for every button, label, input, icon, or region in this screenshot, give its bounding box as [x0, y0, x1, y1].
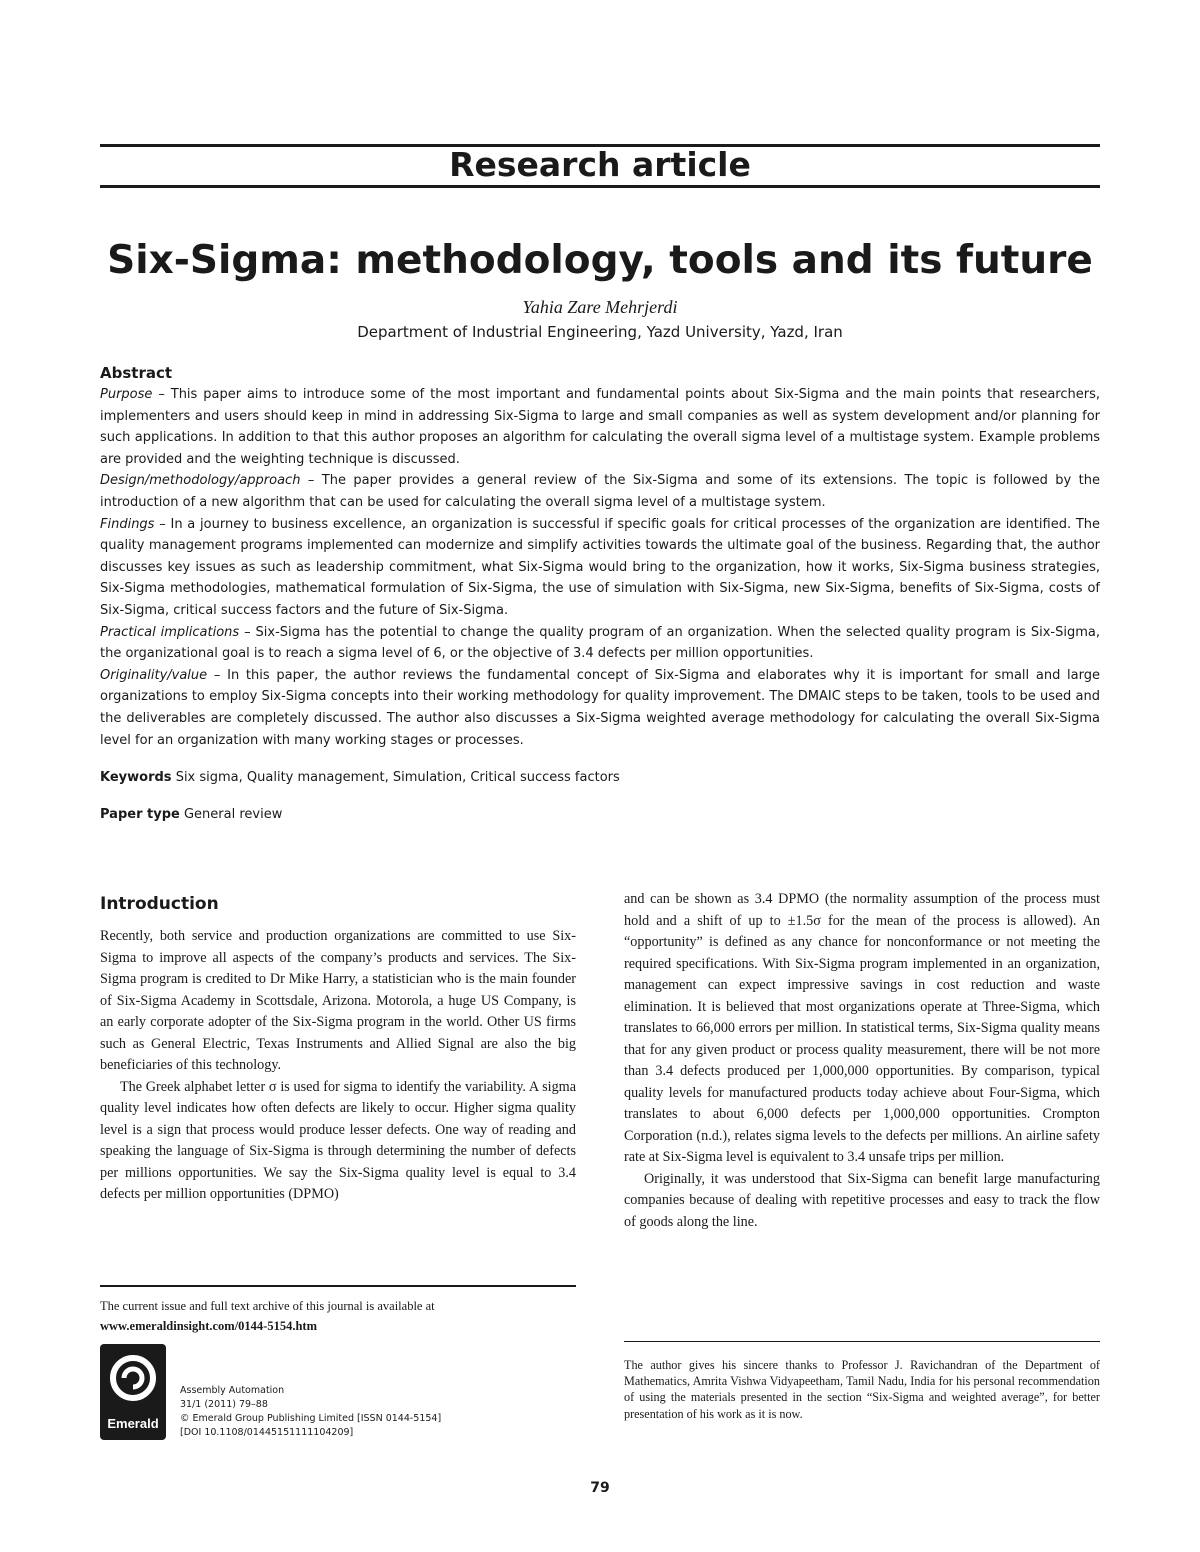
keywords-label: Keywords: [100, 770, 172, 785]
abstract-label: Findings: [100, 516, 155, 532]
abstract-label: Design/methodology/approach: [100, 473, 301, 489]
author-name: Yahia Zare Mehrjerdi: [522, 297, 678, 317]
archive-url-link[interactable]: www.emeraldinsight.com/0144-5154.htm: [100, 1319, 317, 1333]
archive-note: [100, 1296, 576, 1336]
abstract: [100, 362, 1100, 751]
body-paragraph: Recently, both service and production organizations are committed to use Six-Sigma to improve all aspects of the company’s products and services. The Six-Sigma program is credited to Dr Mike Harry, a statistician who is the main founder of Six-Sigma Academy in Scottsdale, Arizona. Motorola, a huge US Company, is an early corporate adopter of the Six-Sigma program in the world. Other US firms such as General Electric, Texas Instruments and Allied Signal are also the big beneficiaries of this technology.: [100, 928, 576, 1073]
abstract-text: In a journey to business excellence, an organization is successful if specific goals for critical processes of the organization are identified. The quality management programs implemented can modernize and simplify activities towards the ultimate goal of the business. Regarding that, the author discusses key issues as such as leadership commitment, what Six-Sigma would bring to the organization, how it works, Six-Sigma business strategies, Six-Sigma methodologies, mathematical formulation of Six-Sigma, the use of simulation with Six-Sigma, new Six-Sigma, benefits of Six-Sigma, costs of Six-Sigma, critical success factors and the future of Six-Sigma.: [100, 516, 1101, 618]
abstract-findings: Findings – In a journey to business excellence, an organization is successful if specific goals for critical processes of the organization are identified. The quality management programs implemented can modernize and simplify activities towards the ultimate goal of the business. Regarding that, the author discusses key issues as such as leadership commitment, what Six-Sigma would bring to the organization, how it works, Six-Sigma business strategies, Six-Sigma methodologies, mathematical formulation of Six-Sigma, the use of simulation with Six-Sigma, new Six-Sigma, benefits of Six-Sigma, costs of Six-Sigma, critical success factors and the future of Six-Sigma.: [100, 516, 1101, 618]
body-column-left: [100, 926, 576, 1206]
keywords-value: Six sigma, Quality management, Simulation, Critical success factors: [175, 770, 620, 785]
body-paragraph: and can be shown as 3.4 DPMO (the normality assumption of the process must hold and a shift of up to ±1.5σ for the mean of the process is allowed). An “opportunity” is defined as any chance for nonconformance or not meeting the required specifications. With Six-Sigma program implemented in an organization, management can expect impressive savings in cost reduction and waste elimination. It is believed that most organizations operate at Three-Sigma, which translates to 66,000 errors per million. In statistical terms, Six-Sigma quality means that for any given product or process quality measurement, there will be not more than 3.4 defects produced per 1,000,000 opportunities. By comparison, typical quality levels for manufactured products today achieve about Four-Sigma, which translates to about 6,000 defects per 1,000,000 opportunities. Crompton Corporation (n.d.), relates sigma levels to the defects per millions. An airline safety rate at Six-Sigma level is equivalent to 3.4 unsafe trips per million.: [624, 891, 1100, 1165]
body-paragraph: Originally, it was understood that Six-Sigma can benefit large manufacturing companies because of dealing with repetitive processes and easy to track the flow of goods along the line.: [624, 1170, 1100, 1230]
introduction-heading: Introduction: [100, 894, 219, 914]
journal-info: [180, 1384, 560, 1440]
journal-publisher: © Emerald Group Publishing Limited [ISSN 0144-5154]: [180, 1413, 442, 1424]
abstract-practical: Practical implications – Six-Sigma has the potential to change the quality program of an organization. When the selected quality program is Six-Sigma, the organizational goal is to reach a sigma level of 6, or the objective of 3.4 defects per million opportunities.: [100, 624, 1100, 662]
article-title: Six-Sigma: methodology, tools and its future: [107, 238, 1093, 283]
page-number: 79: [590, 1480, 610, 1496]
abstract-design: Design/methodology/approach – The paper provides a general review of the Six-Sigma and some of its extensions. The topic is followed by the introduction of a new algorithm that can be used for calculating the overall sigma level of a multistage system.: [100, 473, 1100, 510]
section-label: Research article: [449, 145, 751, 184]
paper-type-value: General review: [183, 807, 283, 822]
header-rule-bottom: [100, 185, 1100, 188]
footnote-rule-right: [624, 1341, 1100, 1342]
emerald-logo-icon: [100, 1344, 166, 1440]
abstract-label: Purpose: [100, 387, 153, 402]
abstract-originality: Originality/value – In this paper, the author reviews the fundamental concept of Six-Sigma and elaborates why it is important for small and large organizations to employ Six-Sigma concepts into their working methodology for quality improvement. The DMAIC steps to be taken, tools to be used and the deliverables are completely discussed. The author also discusses a Six-Sigma weighted average methodology for calculating the overall Six-Sigma level for an organization with many working stages or processes.: [100, 667, 1101, 748]
paper-type: [100, 804, 1100, 826]
keywords: [100, 767, 1100, 789]
footnote-rule-left: [100, 1285, 576, 1287]
logo-wordmark: Emerald: [107, 1416, 159, 1431]
abstract-heading: Abstract: [100, 364, 173, 382]
body-column-right: [624, 889, 1100, 1233]
abstract-label: Practical implications: [100, 624, 240, 640]
abstract-text: Six-Sigma has the potential to change the quality program of an organization. When the selected quality program is Six-Sigma, the organizational goal is to reach a sigma level of 6, or the objective of 3.4 defects per million opportunities.: [100, 624, 1100, 662]
abstract-purpose: Purpose – This paper aims to introduce some of the most important and fundamental points about Six-Sigma and the main points that researchers, implementers and users should keep in mind in addressing Six-Sigma to large and small companies as well as system development and/or planning for such applications. In addition to that this author proposes an algorithm for calculating the overall sigma level of a multistage system. Example problems are provided and the weighting technique is discussed.: [100, 387, 1100, 467]
abstract-text: In this paper, the author reviews the fundamental concept of Six-Sigma and elaborates why it is important for small and large organizations to employ Six-Sigma concepts into their working methodology for quality improvement. The DMAIC steps to be taken, tools to be used and the deliverables are completely discussed. The author also discusses a Six-Sigma weighted average methodology for calculating the overall Six-Sigma level for an organization with many working stages or processes.: [100, 667, 1101, 748]
abstract-text: The paper provides a general review of the Six-Sigma and some of its extensions. The topic is followed by the introduction of a new algorithm that can be used for calculating the overall sigma level of a multistage system.: [100, 473, 1100, 510]
emerald-logo: [100, 1344, 166, 1440]
archive-note-text: The current issue and full text archive of this journal is available at: [100, 1299, 435, 1313]
journal-volume: 31/1 (2011) 79–88: [180, 1399, 268, 1410]
abstract-label: Originality/value: [100, 667, 208, 683]
paper-type-label: Paper type: [100, 807, 180, 822]
abstract-text: This paper aims to introduce some of the most important and fundamental points about Six-Sigma and the main points that researchers, implementers and users should keep in mind in addressing Six-Sigma to large and small companies as well as system development and/or planning for such applications. In addition to that this author proposes an algorithm for calculating the overall sigma level of a multistage system. Example problems are provided and the weighting technique is discussed.: [100, 387, 1100, 467]
body-paragraph: The Greek alphabet letter σ is used for sigma to identify the variability. A sigma quality level indicates how often defects are likely to occur. Higher sigma quality level is a sign that process would produce lesser defects. One way of reading and speaking the language of Six-Sigma is through determining the number of defects per millions opportunities. We say the Six-Sigma quality level is equal to 3.4 defects per million opportunities (DPMO): [100, 1078, 576, 1202]
journal-name: Assembly Automation: [180, 1385, 285, 1396]
acknowledgement-footnote: The author gives his sincere thanks to Professor J. Ravichandran of the Department of Mathematics, Amrita Vishwa Vidyapeetham, Tamil Nadu, India for his personal recommendation of using the materials presented in the section “Six-Sigma and weighted average”, for better presentation of his work as it is now.: [624, 1358, 1100, 1421]
author-affiliation: Department of Industrial Engineering, Yazd University, Yazd, Iran: [357, 323, 843, 341]
journal-doi: [DOI 10.1108/01445151111104209]: [180, 1427, 354, 1438]
